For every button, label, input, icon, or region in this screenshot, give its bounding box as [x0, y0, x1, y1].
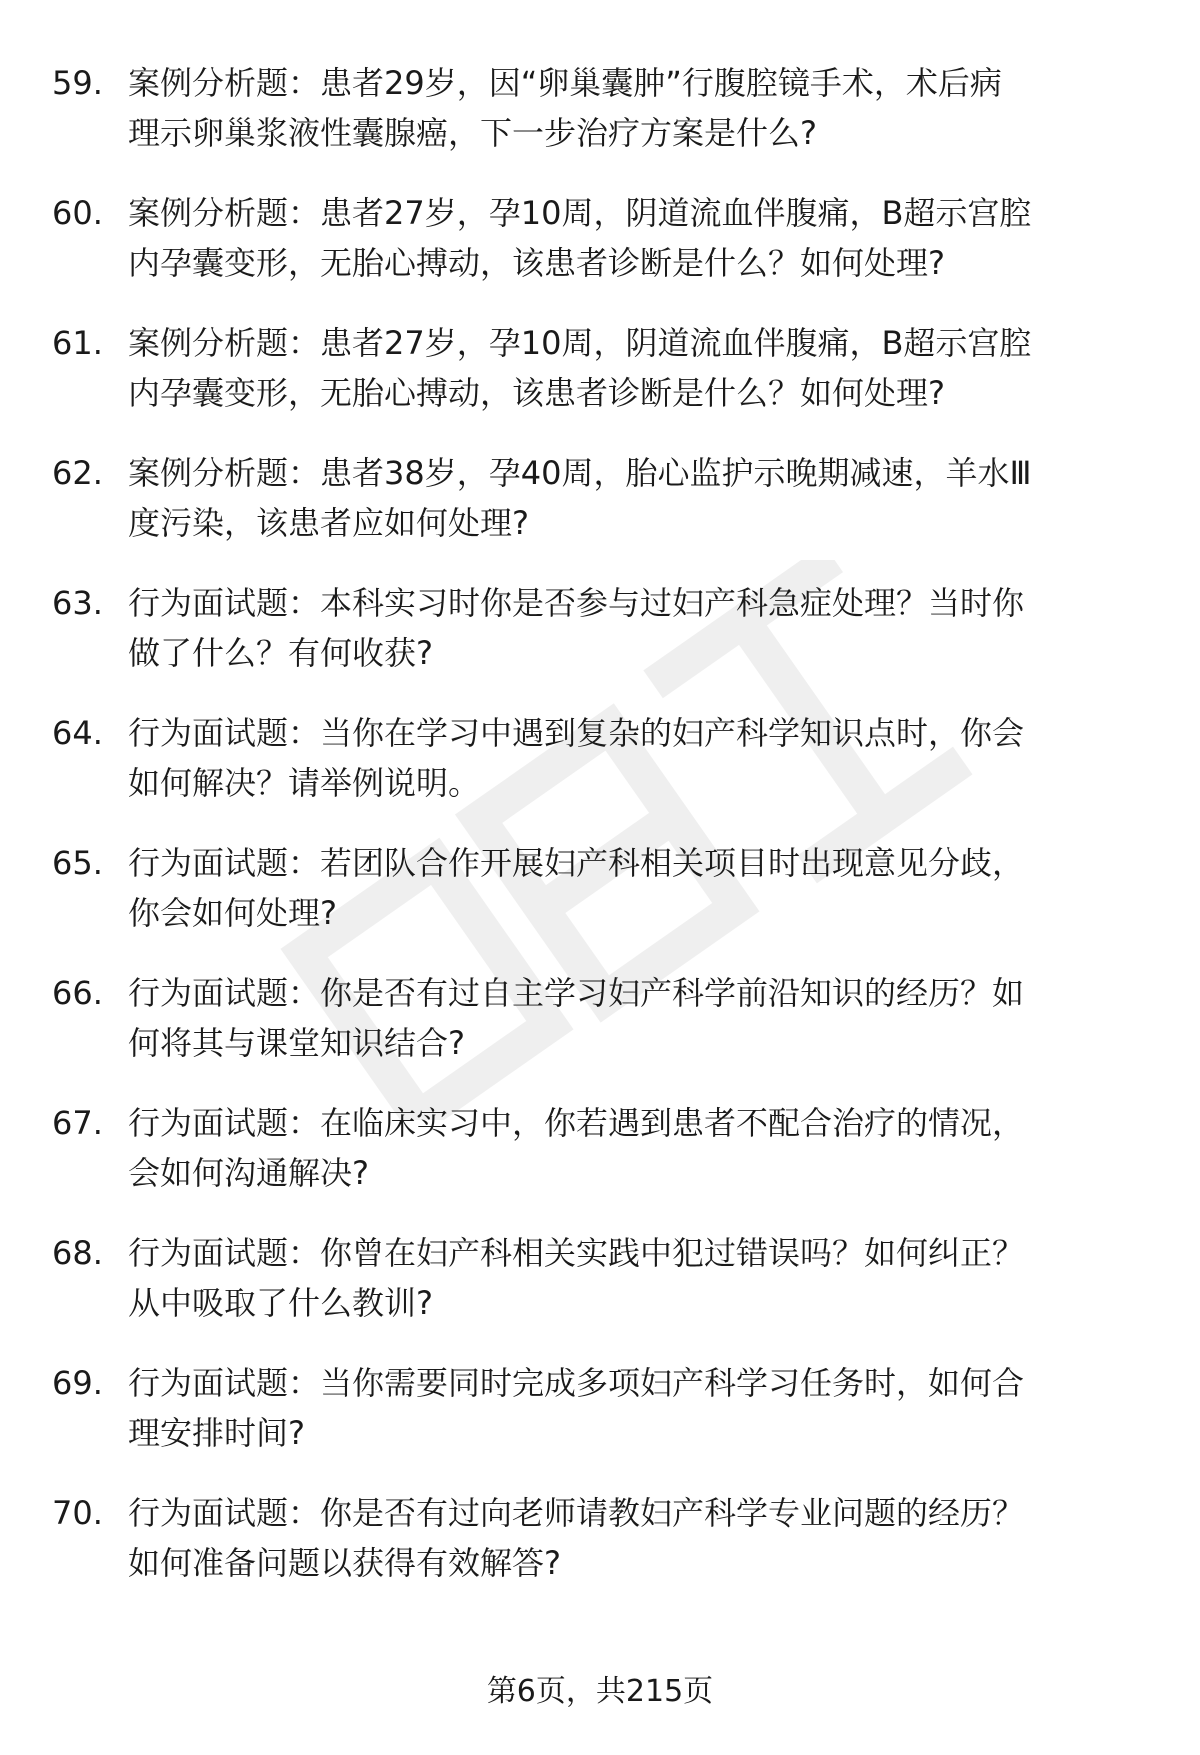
question-item: [0, 318, 1200, 448]
question-text: [128, 1358, 1158, 1458]
question-line: 如何解决？请举例说明。: [128, 764, 481, 802]
question-number: 60.: [52, 194, 103, 232]
question-line: 行为面试题：在临床实习中，你若遇到患者不配合治疗的情况，: [128, 1104, 1025, 1142]
question-line: 行为面试题：本科实习时你是否参与过妇产科急症处理？当时你: [128, 584, 1025, 622]
question-line: 行为面试题：你是否有过自主学习妇产科学前沿知识的经历？如: [128, 974, 1025, 1012]
question-line: 理示卵巢浆液性囊腺癌，下一步治疗方案是什么?: [128, 114, 817, 152]
question-line: 度污染，该患者应如何处理?: [128, 504, 529, 542]
question-number: 67.: [52, 1104, 103, 1142]
question-line: 内孕囊变形，无胎心搏动，该患者诊断是什么？如何处理?: [128, 374, 945, 412]
question-line: 行为面试题：你曾在妇产科相关实践中犯过错误吗？如何纠正？: [128, 1234, 1025, 1272]
question-number: 59.: [52, 64, 103, 102]
question-line: 行为面试题：你是否有过向老师请教妇产科学专业问题的经历？: [128, 1494, 1025, 1532]
question-number: 61.: [52, 324, 103, 362]
question-number: 69.: [52, 1364, 103, 1402]
question-item: [0, 1358, 1200, 1488]
question-number: 66.: [52, 974, 103, 1012]
question-line: 行为面试题：若团队合作开展妇产科相关项目时出现意见分歧，: [128, 844, 1025, 882]
question-item: [0, 578, 1200, 708]
question-number: 62.: [52, 454, 103, 492]
question-text: [128, 318, 1158, 418]
question-line: 你会如何处理?: [128, 894, 337, 932]
question-text: [128, 188, 1158, 288]
question-line: 案例分析题：患者27岁，孕10周，阴道流血伴腹痛，B超示宫腔: [128, 194, 1032, 232]
question-number: 63.: [52, 584, 103, 622]
question-line: 案例分析题：患者29岁，因“卵巢囊肿”行腹腔镜手术，术后病: [128, 64, 1002, 102]
question-text: [128, 58, 1158, 158]
question-line: 案例分析题：患者38岁，孕40周，胎心监护示晚期减速，羊水Ⅲ: [128, 454, 1032, 492]
question-text: [128, 968, 1158, 1068]
question-item: [0, 58, 1200, 188]
question-text: [128, 1098, 1158, 1198]
question-number: 64.: [52, 714, 103, 752]
question-line: 行为面试题：当你需要同时完成多项妇产科学习任务时，如何合: [128, 1364, 1025, 1402]
question-item: [0, 448, 1200, 578]
question-number: 68.: [52, 1234, 103, 1272]
question-item: [0, 1488, 1200, 1618]
question-line: 从中吸取了什么教训?: [128, 1284, 433, 1322]
question-line: 何将其与课堂知识结合?: [128, 1024, 465, 1062]
question-item: [0, 188, 1200, 318]
question-item: [0, 1228, 1200, 1358]
question-line: 内孕囊变形，无胎心搏动，该患者诊断是什么？如何处理?: [128, 244, 945, 282]
question-line: 会如何沟通解决?: [128, 1154, 369, 1192]
page-footer: 第6页，共215页: [486, 1674, 714, 1709]
question-item: [0, 1098, 1200, 1228]
question-number: 65.: [52, 844, 103, 882]
question-item: [0, 708, 1200, 838]
question-line: 案例分析题：患者27岁，孕10周，阴道流血伴腹痛，B超示宫腔: [128, 324, 1032, 362]
question-line: 理安排时间?: [128, 1414, 305, 1452]
question-text: [128, 448, 1158, 548]
question-text: [128, 578, 1158, 678]
question-text: [128, 708, 1158, 808]
question-text: [128, 1488, 1158, 1588]
question-number: 70.: [52, 1494, 103, 1532]
question-text: [128, 838, 1158, 938]
question-list: [0, 58, 1200, 1618]
question-line: 行为面试题：当你在学习中遇到复杂的妇产科学知识点时，你会: [128, 714, 1025, 752]
question-line: 做了什么？有何收获?: [128, 634, 433, 672]
question-line: 如何准备问题以获得有效解答?: [128, 1544, 561, 1582]
question-item: [0, 838, 1200, 968]
question-text: [128, 1228, 1158, 1328]
question-item: [0, 968, 1200, 1098]
